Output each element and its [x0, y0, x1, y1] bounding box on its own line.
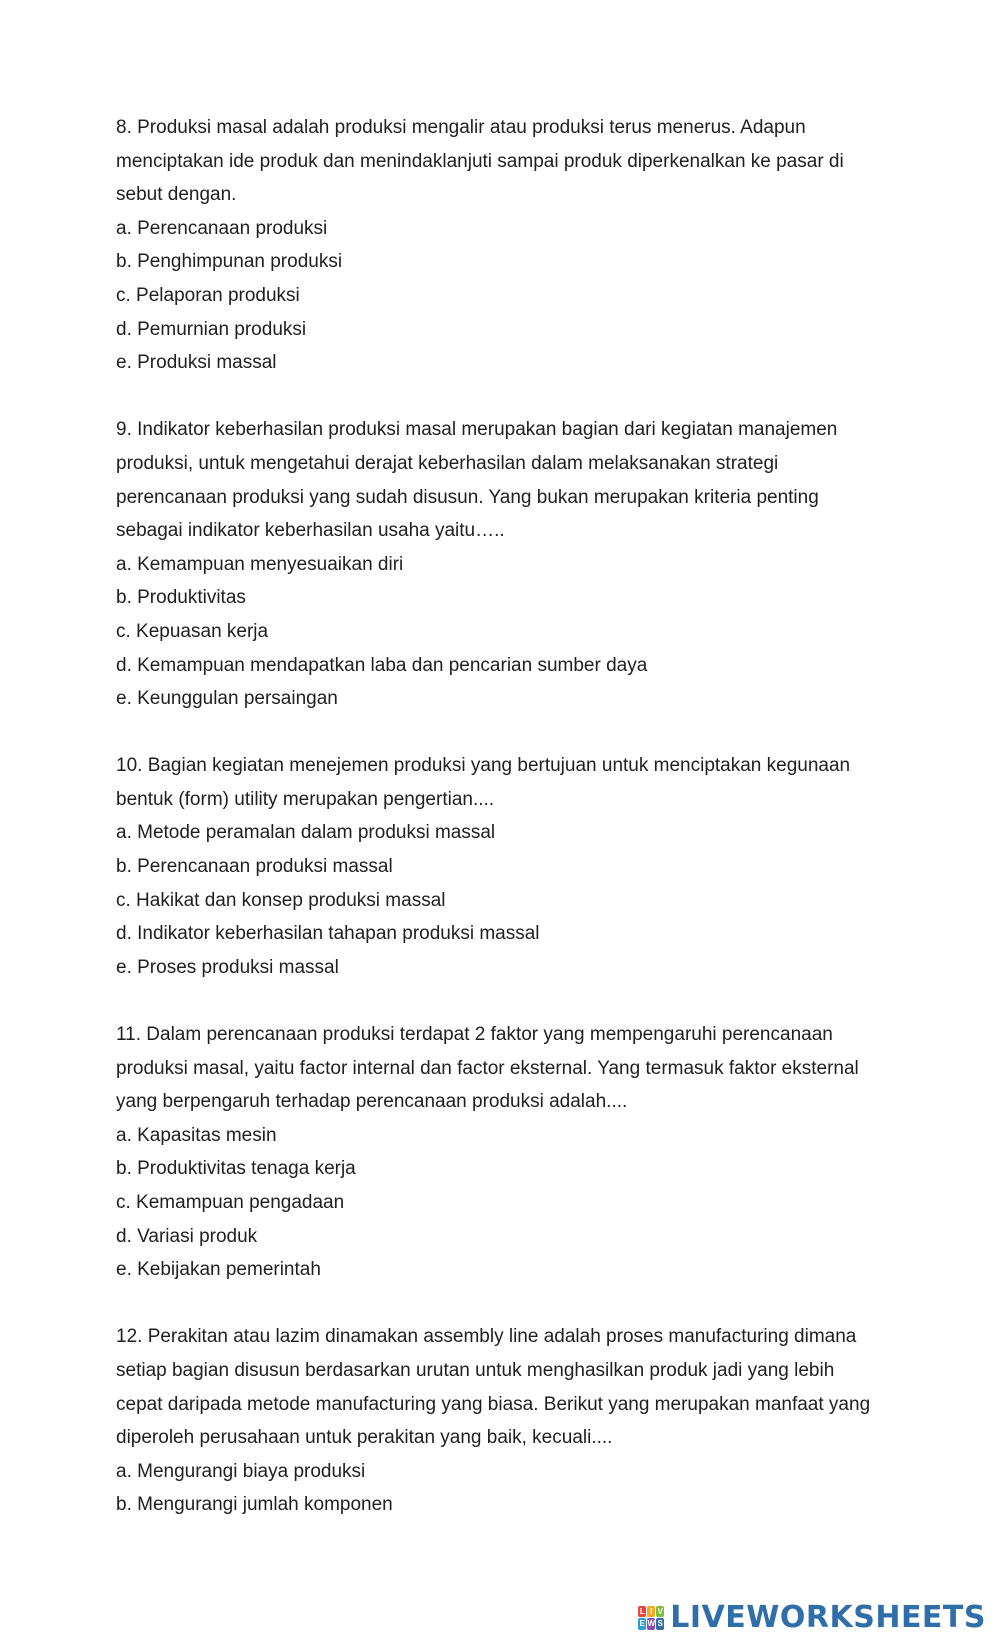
option-e: e. Keunggulan persaingan	[116, 688, 338, 710]
logo-tile: V	[657, 1606, 663, 1616]
option-d: d. Pemurnian produksi	[116, 318, 307, 340]
option-b: b. Mengurangi jumlah komponen	[116, 1494, 393, 1516]
question-text: 8. Produksi masal adalah produksi mengalir atau produksi terus menerus. Adapun menciptakan ide produk dan menindaklanjuti sampai produk diperkenalkan ke pasar di sebut dengan.	[116, 117, 844, 206]
option-c: c. Pelaporan produksi	[116, 284, 300, 306]
option-a: a. Metode peramalan dalam produksi massal	[116, 822, 496, 844]
option-e: e. Produksi massal	[116, 352, 277, 374]
logo-tile: E	[639, 1619, 645, 1628]
question-8	[116, 111, 886, 380]
logo-tile: L	[639, 1606, 645, 1616]
question-text: 12. Perakitan atau lazim dinamakan assembly line adalah proses manufacturing dimana setiap bagian disusun berdasarkan urutan untuk menghasilkan produk jadi yang lebih cepat daripada metode manufacturing yang biasa. Berikut yang merupakan manfaat yang diperoleh perusahaan untuk perakitan yang baik, kecuali....	[116, 1326, 871, 1449]
option-d: d. Kemampuan mendapatkan laba dan pencarian sumber daya	[116, 654, 648, 676]
option-e: e. Kebijakan pemerintah	[116, 1259, 321, 1281]
question-12	[116, 1320, 886, 1522]
option-b: b. Perencanaan produksi massal	[116, 856, 393, 878]
option-a: a. Kemampuan menyesuaikan diri	[116, 553, 404, 575]
option-a: a. Perencanaan produksi	[116, 217, 328, 239]
option-b: b. Penghimpunan produksi	[116, 251, 343, 273]
logo-tile: I	[647, 1606, 655, 1618]
option-a: a. Kapasitas mesin	[116, 1124, 277, 1146]
option-b: b. Produktivitas tenaga kerja	[116, 1158, 356, 1180]
question-list	[116, 111, 886, 1556]
question-9	[116, 413, 886, 715]
liveworksheets-logo	[638, 1600, 986, 1635]
option-d: d. Variasi produk	[116, 1225, 258, 1247]
option-b: b. Produktivitas	[116, 587, 246, 609]
option-c: c. Kemampuan pengadaan	[116, 1192, 345, 1213]
question-text: 11. Dalam perencanaan produksi terdapat 2 faktor yang mempengaruhi perencanaan produksi masal, yaitu factor internal dan factor eksternal. Yang termasuk faktor eksternal yang berpengaruh terhadap perencanaan produksi adalah....	[116, 1024, 859, 1113]
option-a: a. Mengurangi biaya produksi	[116, 1460, 366, 1482]
logo-tile: S	[657, 1619, 663, 1628]
option-c: c. Hakikat dan konsep produksi massal	[116, 889, 446, 911]
logo-tile: W	[647, 1619, 656, 1628]
liveworksheets-logo-icon	[638, 1606, 664, 1630]
question-text: 10. Bagian kegiatan menejemen produksi yang bertujuan untuk menciptakan kegunaan bentuk (form) utility merupakan pengertian....	[116, 755, 851, 810]
option-e: e. Proses produksi massal	[116, 956, 339, 978]
question-10	[116, 749, 886, 984]
question-text: 9. Indikator keberhasilan produksi masal merupakan bagian dari kegiatan manajemen produksi, untuk mengetahui derajat keberhasilan dalam melaksanakan strategi perencanaan produksi yang sudah disusun. Yang bukan merupakan kriteria penting sebagai indikator keberhasilan usaha yaitu…..	[116, 419, 838, 542]
question-11	[116, 1018, 886, 1287]
logo-text: LIVEWORKSHEETS	[670, 1600, 986, 1635]
option-d: d. Indikator keberhasilan tahapan produksi massal	[116, 923, 540, 945]
option-c: c. Kepuasan kerja	[116, 620, 269, 642]
